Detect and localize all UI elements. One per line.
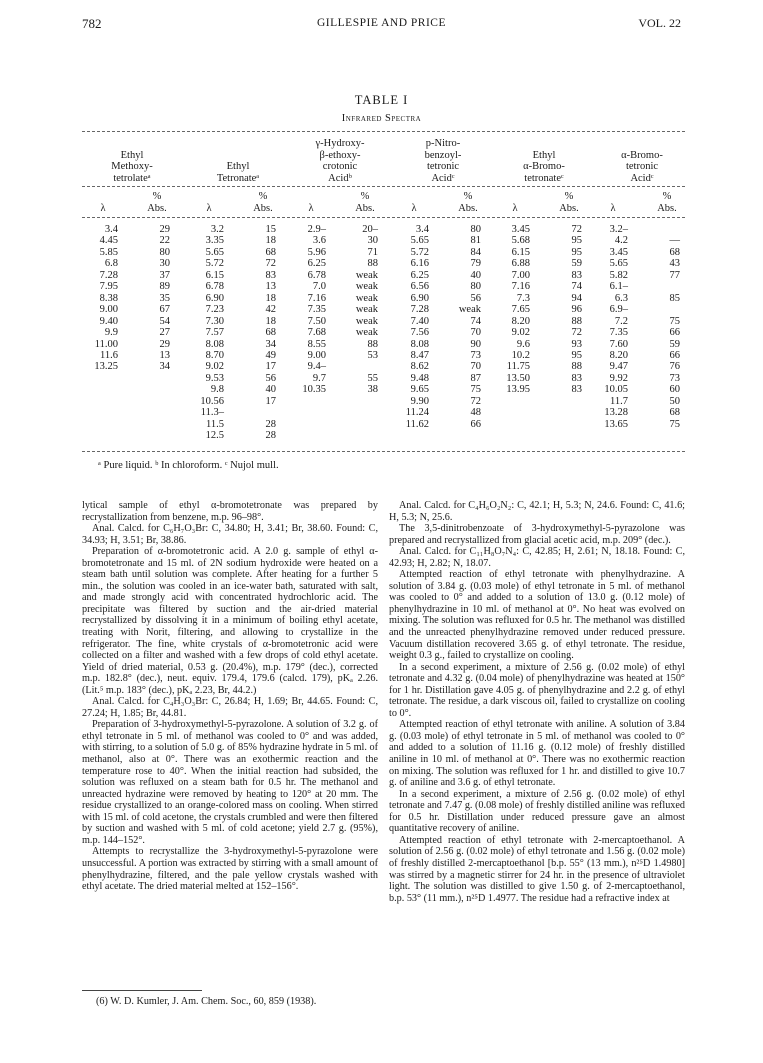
absorbance-value: 29 [159, 224, 170, 235]
absorbance-value: 67 [159, 304, 170, 316]
wavelength-value: 3.45 [609, 246, 628, 258]
absorbance-value: 29 [159, 338, 170, 350]
wavelength-value: 9.7 [312, 372, 326, 384]
wavelength-value: 11.5 [206, 418, 224, 430]
wavelength-value: 6.8 [104, 258, 118, 270]
absorbance-value: 34 [265, 338, 276, 350]
table-title: Infrared Spectra [341, 113, 422, 124]
group-heading-line: crotonic [322, 161, 358, 172]
absorbance-value: 13 [159, 349, 170, 361]
absorbance-value: weak [355, 315, 378, 327]
volume-label: VOL. 22 [638, 16, 681, 30]
absorbance-value: 95 [571, 349, 582, 361]
group-heading-line: γ-Hydroxy- [315, 138, 365, 149]
absorbance-value: 94 [571, 292, 582, 304]
table-bottom-rule [82, 451, 685, 452]
absorbance-value: 88 [367, 258, 378, 270]
body-paragraph: In a second experiment, a mixture of 2.56 g. (0.02 mole) of ethyl tetronate and 4.32 g. (0.04 mole) of phenylhydrazine was heated at 150° for 1 hr. Distillation gave 4.05 g. of phenylhydrazine and 2.2 g. of ethyl tetronate. The residue, a dark viscous oil, failed to crystallize on cooling to 0°. [389, 661, 685, 719]
absorbance-value: 72 [470, 395, 481, 407]
absorbance-value: 54 [159, 315, 170, 327]
absorbance-value: weak [355, 327, 378, 339]
wavelength-value: 9.02 [205, 361, 224, 373]
table-top-rule [82, 131, 685, 132]
absorbance-value [642, 224, 680, 235]
absorbance-value: 28 [265, 430, 276, 442]
wavelength-value: 7.2 [614, 315, 628, 327]
absorbance-value: 79 [470, 258, 481, 270]
wavelength-value: 8.38 [99, 292, 118, 304]
group-heading-line: p-Nitro- [425, 138, 461, 149]
group-heading-line: α-Bromo- [523, 161, 565, 172]
wavelength-value: 3.2– [609, 224, 628, 235]
wavelength-value: 13.28 [604, 407, 628, 419]
group-heading-line: Acidᶜ [431, 172, 455, 184]
wavelength-value: 3.35 [205, 235, 224, 247]
body-paragraph: Attempted reaction of ethyl tetronate with aniline. A solution of 3.84 g. (0.03 mole) of ethyl tetronate in 5 ml. of methanol was cooled to 0° and added to a solution of 11.16 g. (0.12 mole) of freshly distilled aniline in 10 ml. of methanol at 0°. There was no exothermic reaction on mixing. The solution was refluxed for 1 hr. and distilled to give 10.7 g. of aniline and 3.6 g. of ethyl tetronate. [389, 719, 685, 789]
lambda-column [494, 224, 530, 396]
wavelength-value: 7.16 [307, 292, 326, 304]
wavelength-value: 6.15 [205, 269, 224, 281]
wavelength-value: 7.28 [99, 269, 118, 281]
body-paragraph: Attempted reaction of ethyl tetronate with phenylhydrazine. A solution of 3.84 g. (0.03 mole) of ethyl tetronate in 5 ml. of methanol was cooled to 0° and added to a solution of 13.0 g. (0.12 mole) of phenylhydrazine in 10 ml. of methanol at 0°. No heat was evolved on mixing. The solution was refluxed for 0.5 hr. The methanol was distilled and the unreacted phenylhydrazine removed under reduced pressure. Vacuum distillation recovered 3.65 g. of ethyl tetronate. The residue, weight 0.3 g., failed to crystallize on cooling. [389, 569, 685, 662]
absorbance-value: 77 [669, 269, 680, 281]
percent-header: % [662, 191, 672, 202]
group-heading-line: β-ethoxy- [319, 149, 361, 161]
wavelength-value: 10.05 [604, 384, 628, 396]
absorbance-value: 22 [159, 235, 170, 247]
absorbance-value: 59 [571, 258, 582, 270]
absorbance-value: 80 [159, 246, 170, 258]
wavelength-value: 11.6 [100, 349, 118, 361]
absorbance-value: 76 [669, 361, 680, 373]
lambda-column [82, 224, 118, 373]
absorbance-value: 72 [571, 224, 582, 235]
absorbance-value [642, 304, 680, 315]
absorbance-value: 40 [470, 269, 481, 281]
absorbance-value: 17 [265, 361, 276, 373]
abs-header: Abs. [355, 203, 375, 214]
table-label: TABLE I [354, 93, 409, 107]
wavelength-value: 5.85 [99, 246, 118, 258]
wavelength-value: 5.82 [609, 269, 628, 281]
wavelength-value: 6.3 [614, 292, 628, 304]
absorbance-value: 13 [265, 281, 276, 293]
absorbance-value: weak [355, 269, 378, 281]
wavelength-value: 9.6 [516, 338, 530, 350]
wavelength-value: 8.20 [511, 315, 530, 327]
wavelength-value: 6.78 [205, 281, 224, 293]
absorbance-value: 68 [669, 407, 680, 419]
wavelength-value: 9.47 [609, 361, 628, 373]
wavelength-value: 9.65 [410, 384, 429, 396]
wavelength-value: 7.35 [307, 304, 326, 316]
absorbance-value: 73 [470, 349, 481, 361]
wavelength-value: 7.95 [99, 281, 118, 293]
lambda-header: λ [411, 203, 417, 214]
abs-header: Abs. [657, 203, 677, 214]
absorbance-value: — [669, 235, 680, 247]
absorbance-value: 38 [367, 384, 378, 396]
wavelength-value: 7.50 [307, 315, 326, 327]
wavelength-value: 9.48 [410, 372, 429, 384]
absorbance-value: 35 [159, 292, 170, 304]
absorbance-value: 55 [367, 372, 378, 384]
body-paragraph: Attempts to recrystallize the 3-hydroxymethyl-5-pyrazolone were unsuccessful. A portion was extracted by stirring with a small amount of phenylhydrazine, filtered, and the pale yellow crystals washed with ethyl acetate. The dried material melted at 152–156°. [82, 846, 378, 893]
group-heading [592, 138, 692, 184]
reference-footnote: (6) W. D. Kumler, J. Am. Chem. Soc., 60, 859 (1938). [96, 996, 317, 1007]
absorbance-value: 30 [367, 235, 378, 247]
body-paragraph: In a second experiment, a mixture of 2.56 g. (0.02 mole) of ethyl tetronate and 7.47 g. (0.08 mole) of freshly distilled aniline was refluxed for 0.5 hr. Distillation under reduced pressure gave an almost quantitative recovery of aniline. [389, 788, 685, 835]
table-group-rule [82, 186, 685, 187]
absorbance-value: 81 [470, 235, 481, 247]
absorbance-value: 72 [571, 327, 582, 339]
wavelength-value: 6.1– [609, 281, 628, 293]
absorbance-value: 80 [470, 281, 481, 293]
absorbance-column [642, 224, 680, 430]
absorbance-value: 66 [470, 418, 481, 430]
group-heading-line: Acidᶜ [630, 172, 654, 184]
wavelength-value: 6.88 [511, 258, 530, 270]
wavelength-value: 9.4– [307, 361, 326, 373]
group-heading-line: benzoyl- [424, 149, 462, 161]
wavelength-value: 5.72 [410, 246, 429, 258]
wavelength-value: 11.7 [610, 395, 628, 407]
absorbance-value: 40 [265, 384, 276, 396]
wavelength-value: 7.40 [410, 315, 429, 327]
right-text-column [389, 500, 685, 904]
absorbance-value: 83 [571, 269, 582, 281]
group-heading-line: α-Bromo- [621, 149, 663, 161]
running-title: GILLESPIE AND PRICE [317, 17, 446, 29]
lambda-header: λ [610, 203, 616, 214]
absorbance-column [132, 224, 170, 373]
wavelength-value: 7.23 [205, 304, 224, 316]
wavelength-value: 5.96 [307, 246, 326, 258]
absorbance-value: 20– [362, 224, 378, 235]
wavelength-value: 9.00 [307, 349, 326, 361]
wavelength-value: 6.9– [609, 304, 628, 316]
body-paragraph: Anal. Calcd. for C₄H₆O₂N₂: C, 42.1; H, 5.3; N, 24.6. Found: C, 41.6; H, 5.3; N, 25.6. [389, 500, 685, 523]
absorbance-value: 18 [265, 292, 276, 304]
wavelength-value: 7.68 [307, 327, 326, 339]
wavelength-value: 3.45 [511, 224, 530, 235]
wavelength-value: 11.75 [506, 361, 530, 373]
absorbance-value: 83 [265, 269, 276, 281]
absorbance-value: 66 [669, 327, 680, 339]
wavelength-value: 13.50 [506, 372, 530, 384]
wavelength-value: 3.6 [312, 235, 326, 247]
wavelength-value: 9.92 [609, 372, 628, 384]
absorbance-value: 68 [265, 327, 276, 339]
group-heading-line: tetronic [625, 161, 659, 172]
table-footnote: ᵃ Pure liquid. ᵇ In chloroform. ᶜ Nujol mull. [98, 460, 279, 471]
wavelength-value: 9.53 [205, 372, 224, 384]
wavelength-value: 13.95 [506, 384, 530, 396]
wavelength-value: 8.55 [307, 338, 326, 350]
absorbance-value: 96 [571, 304, 582, 316]
wavelength-value: 3.2 [210, 224, 224, 235]
absorbance-value: 18 [265, 235, 276, 247]
group-heading-line: tetronic [426, 161, 460, 172]
wavelength-value: 6.15 [511, 246, 530, 258]
wavelength-value: 7.56 [410, 327, 429, 339]
percent-header: % [564, 191, 574, 202]
absorbance-value: 48 [470, 407, 481, 419]
absorbance-value: 83 [571, 372, 582, 384]
wavelength-value: 7.35 [609, 327, 628, 339]
wavelength-value: 9.90 [410, 395, 429, 407]
body-paragraph: Anal. Calcd. for C₄H₃O₃Br: C, 26.84; H, 1.69; Br, 44.65. Found: C, 27.24; H, 1.85; Br, 44.81. [82, 696, 378, 719]
wavelength-value: 7.57 [205, 327, 224, 339]
lambda-header: λ [100, 203, 106, 214]
wavelength-value: 9.9 [104, 327, 118, 339]
wavelength-value: 5.68 [511, 235, 530, 247]
absorbance-value: 56 [265, 372, 276, 384]
wavelength-value: 9.02 [511, 327, 530, 339]
absorbance-value: 49 [265, 349, 276, 361]
absorbance-value: 74 [470, 315, 481, 327]
wavelength-value: 5.65 [609, 258, 628, 270]
absorbance-value: 50 [669, 395, 680, 407]
wavelength-value: 6.16 [410, 258, 429, 270]
wavelength-value: 13.25 [94, 361, 118, 373]
wavelength-value: 10.2 [511, 349, 530, 361]
absorbance-value: 27 [159, 327, 170, 339]
absorbance-value: 84 [470, 246, 481, 258]
group-heading-line: Methoxy- [111, 161, 153, 172]
table-header-rule [82, 217, 685, 218]
wavelength-value: 11.24 [405, 407, 429, 419]
lambda-header: λ [308, 203, 314, 214]
absorbance-value: 80 [470, 224, 481, 235]
absorbance-value [238, 407, 276, 418]
absorbance-value: 60 [669, 384, 680, 396]
wavelength-value: 7.28 [410, 304, 429, 316]
body-paragraph: Preparation of 3-hydroxymethyl-5-pyrazolone. A solution of 3.2 g. of ethyl tetronate in 5 ml. of methanol was cooled to 0° and was added, with stirring, to a solution of 5.0 g. of 85% hydrazine hydrate in 5 ml. of methanol, also at 0°. There was an exothermic reaction and the temperature rose to 40°. When the initial reaction had subsided, the solution was refluxed on a steam bath for 0.5 hr. The methanol and unreacted hydrazine were removed by heating to 120° at 20 mm. The residue crystallized to an orange-colored mass on cooling. When stirred with 15 ml. of cold acetone, the crystals crumbled and were then filtered by suction and washed with 5 ml. of cold acetone; yield 2.7 g. (95%), m.p. 144–152°. [82, 719, 378, 846]
absorbance-column [340, 224, 378, 396]
group-heading-line [188, 150, 288, 162]
absorbance-value: 37 [159, 269, 170, 281]
wavelength-value: 10.35 [302, 384, 326, 396]
absorbance-value: 93 [571, 338, 582, 350]
wavelength-value: 6.90 [410, 292, 429, 304]
wavelength-value: 8.62 [410, 361, 429, 373]
group-heading [290, 138, 390, 184]
absorbance-value [340, 361, 378, 372]
wavelength-value: 12.5 [205, 430, 224, 442]
group-heading-line [494, 138, 594, 150]
wavelength-value: 10.56 [200, 395, 224, 407]
absorbance-value: 68 [265, 246, 276, 258]
body-paragraph: lytical sample of ethyl α-bromotetronate was prepared by recrystallization from benzene, m.p. 96–98°. [82, 500, 378, 523]
lambda-column [592, 224, 628, 430]
absorbance-value: 34 [159, 361, 170, 373]
absorbance-value: 89 [159, 281, 170, 293]
group-heading [82, 150, 182, 185]
wavelength-value: 11.00 [94, 338, 118, 350]
absorbance-value: weak [355, 292, 378, 304]
wavelength-value: 6.56 [410, 281, 429, 293]
wavelength-value: 7.0 [312, 281, 326, 293]
wavelength-value: 9.8 [210, 384, 224, 396]
wavelength-value: 6.90 [205, 292, 224, 304]
wavelength-value: 7.65 [511, 304, 530, 316]
absorbance-value: 17 [265, 395, 276, 407]
wavelength-value: 13.65 [604, 418, 628, 430]
wavelength-value: 7.16 [511, 281, 530, 293]
wavelength-value: 4.2 [614, 235, 628, 247]
absorbance-value: 43 [669, 258, 680, 270]
absorbance-column [238, 224, 276, 442]
wavelength-value: 6.78 [307, 269, 326, 281]
absorbance-value: 75 [669, 315, 680, 327]
absorbance-column [544, 224, 582, 396]
percent-header: % [463, 191, 473, 202]
absorbance-value [642, 281, 680, 292]
wavelength-value: 6.25 [410, 269, 429, 281]
wavelength-value: 3.4 [415, 224, 429, 235]
group-heading-line: Tetronateᵃ [216, 172, 260, 184]
group-heading-line: tetronateᶜ [524, 172, 564, 184]
absorbance-value: 71 [367, 246, 378, 258]
absorbance-value: 59 [669, 338, 680, 350]
absorbance-value: 68 [669, 246, 680, 258]
body-paragraph: Preparation of α-bromotetronic acid. A 2.0 g. sample of ethyl α-bromotetronate and 15 ml. of 2N sodium hydroxide were heated on a steam bath until solution was complete. After heating for a further 5 min., the solution was cooled in an ice-water bath, saturated with salt, and made strongly acid with concentrated hydrochloric acid. The precipitate was filtered by suction and the air-dried material recrystallized by dissolving it in a minimum of boiling ethyl acetate, treating with Norit, filtering, and allowing to crystallize in the refrigerator. The fine, white crystals of α-bromotetronic acid were collected on a filter and washed with a few drops of cold ethyl acetate. Yield of dried material, 0.53 g. (20.4%), m.p. 179° (dec.), corrected m.p. 182.8° (dec.), neut. equiv. 179.4, 179.6 (calcd. 179), pKₐ 2.26. (Lit.⁵ m.p. 183° (dec.), pKₐ 2.23, Br, 44.2.) [82, 546, 378, 696]
absorbance-value: 70 [470, 327, 481, 339]
absorbance-value: 88 [571, 315, 582, 327]
lambda-header: λ [512, 203, 518, 214]
wavelength-value: 7.3 [516, 292, 530, 304]
absorbance-value: 74 [571, 281, 582, 293]
group-heading [393, 138, 493, 184]
absorbance-value: 53 [367, 349, 378, 361]
abs-header: Abs. [458, 203, 478, 214]
left-text-column [82, 500, 378, 893]
absorbance-value: weak [458, 304, 481, 316]
absorbance-value: 73 [669, 372, 680, 384]
absorbance-value: 15 [265, 224, 276, 235]
wavelength-value: 4.45 [99, 235, 118, 247]
body-paragraph: Anal. Calcd. for C₆H₇O₃Br: C, 34.80; H, 3.41; Br, 38.60. Found: C, 34.93; H, 3.51; Br, 38.86. [82, 523, 378, 546]
absorbance-value: 88 [571, 361, 582, 373]
absorbance-column [443, 224, 481, 430]
wavelength-value: 11.62 [405, 418, 429, 430]
wavelength-value: 8.08 [205, 338, 224, 350]
absorbance-value: 28 [265, 418, 276, 430]
absorbance-value: 42 [265, 304, 276, 316]
group-heading-line [592, 138, 692, 150]
wavelength-value: 5.65 [205, 246, 224, 258]
group-heading [188, 150, 288, 185]
group-heading-line: Ethyl [226, 161, 250, 172]
lambda-column [188, 224, 224, 442]
percent-header: % [152, 191, 162, 202]
wavelength-value: 5.72 [205, 258, 224, 270]
group-heading [494, 138, 594, 184]
absorbance-value: 30 [159, 258, 170, 270]
absorbance-value: 56 [470, 292, 481, 304]
wavelength-value: 2.9– [307, 224, 326, 235]
wavelength-value: 9.00 [99, 304, 118, 316]
wavelength-value: 9.40 [99, 315, 118, 327]
absorbance-value: 66 [669, 349, 680, 361]
body-paragraph: Attempted reaction of ethyl tetronate with 2-mercaptoethanol. A solution of 2.56 g. (0.02 mole) of ethyl tetronate and 1.56 g. (0.02 mole) of freshly distilled 2-mercaptoethanol [b.p. 55° (13 mm.), n²⁵D 1.4980] was stirred by a magnetic stirrer for 24 hr. in the presence of ultraviolet light. The solution was distilled to give 1.50 g. of 2-mercaptoethanol, b.p. 53° (11 mm.), n²⁵D 1.4977. The residue had a refractive index at [389, 834, 685, 904]
absorbance-value: 85 [669, 292, 680, 304]
group-heading-line: Ethyl [532, 149, 556, 161]
body-paragraph: Anal. Calcd. for C₁₁H₈O₇N₄: C, 42.85; H, 2.61; N, 18.18. Found: C, 42.93; H, 2.82; N, 18.07. [389, 546, 685, 569]
wavelength-value: 8.20 [609, 349, 628, 361]
wavelength-value: 5.65 [410, 235, 429, 247]
lambda-column [290, 224, 326, 396]
page-number: 782 [82, 16, 102, 31]
footnote-rule [82, 990, 202, 991]
absorbance-value: weak [355, 281, 378, 293]
percent-header: % [360, 191, 370, 202]
wavelength-value: 8.47 [410, 349, 429, 361]
group-heading-line: Acidᵇ [328, 172, 352, 184]
wavelength-value: 8.08 [410, 338, 429, 350]
percent-header: % [258, 191, 268, 202]
wavelength-value: 8.70 [205, 349, 224, 361]
absorbance-value: 75 [669, 418, 680, 430]
absorbance-value: 75 [470, 384, 481, 396]
abs-header: Abs. [559, 203, 579, 214]
body-paragraph: The 3,5-dinitrobenzoate of 3-hydroxymethyl-5-pyrazolone was prepared and recrystallized from glacial acetic acid, m.p. 209° (dec.). [389, 523, 685, 546]
running-header [82, 16, 681, 34]
wavelength-value: 7.60 [609, 338, 628, 350]
wavelength-value: 7.00 [511, 269, 530, 281]
lambda-header: λ [206, 203, 212, 214]
absorbance-value: 72 [265, 258, 276, 270]
wavelength-value: 3.4 [104, 224, 118, 235]
absorbance-value: 18 [265, 315, 276, 327]
absorbance-value: 90 [470, 338, 481, 350]
wavelength-value: 11.3– [200, 407, 224, 419]
absorbance-value: 95 [571, 246, 582, 258]
wavelength-value: 7.30 [205, 315, 224, 327]
lambda-column [393, 224, 429, 430]
abs-header: Abs. [253, 203, 273, 214]
group-heading-line: Ethyl [120, 149, 144, 161]
absorbance-value: 95 [571, 235, 582, 247]
absorbance-value: 83 [571, 384, 582, 396]
wavelength-value: 6.25 [307, 258, 326, 270]
absorbance-value: 88 [367, 338, 378, 350]
absorbance-value: 87 [470, 372, 481, 384]
absorbance-value: weak [355, 304, 378, 316]
abs-header: Abs. [147, 203, 167, 214]
absorbance-value: 70 [470, 361, 481, 373]
group-heading-line: tetrolateᵃ [113, 172, 151, 184]
